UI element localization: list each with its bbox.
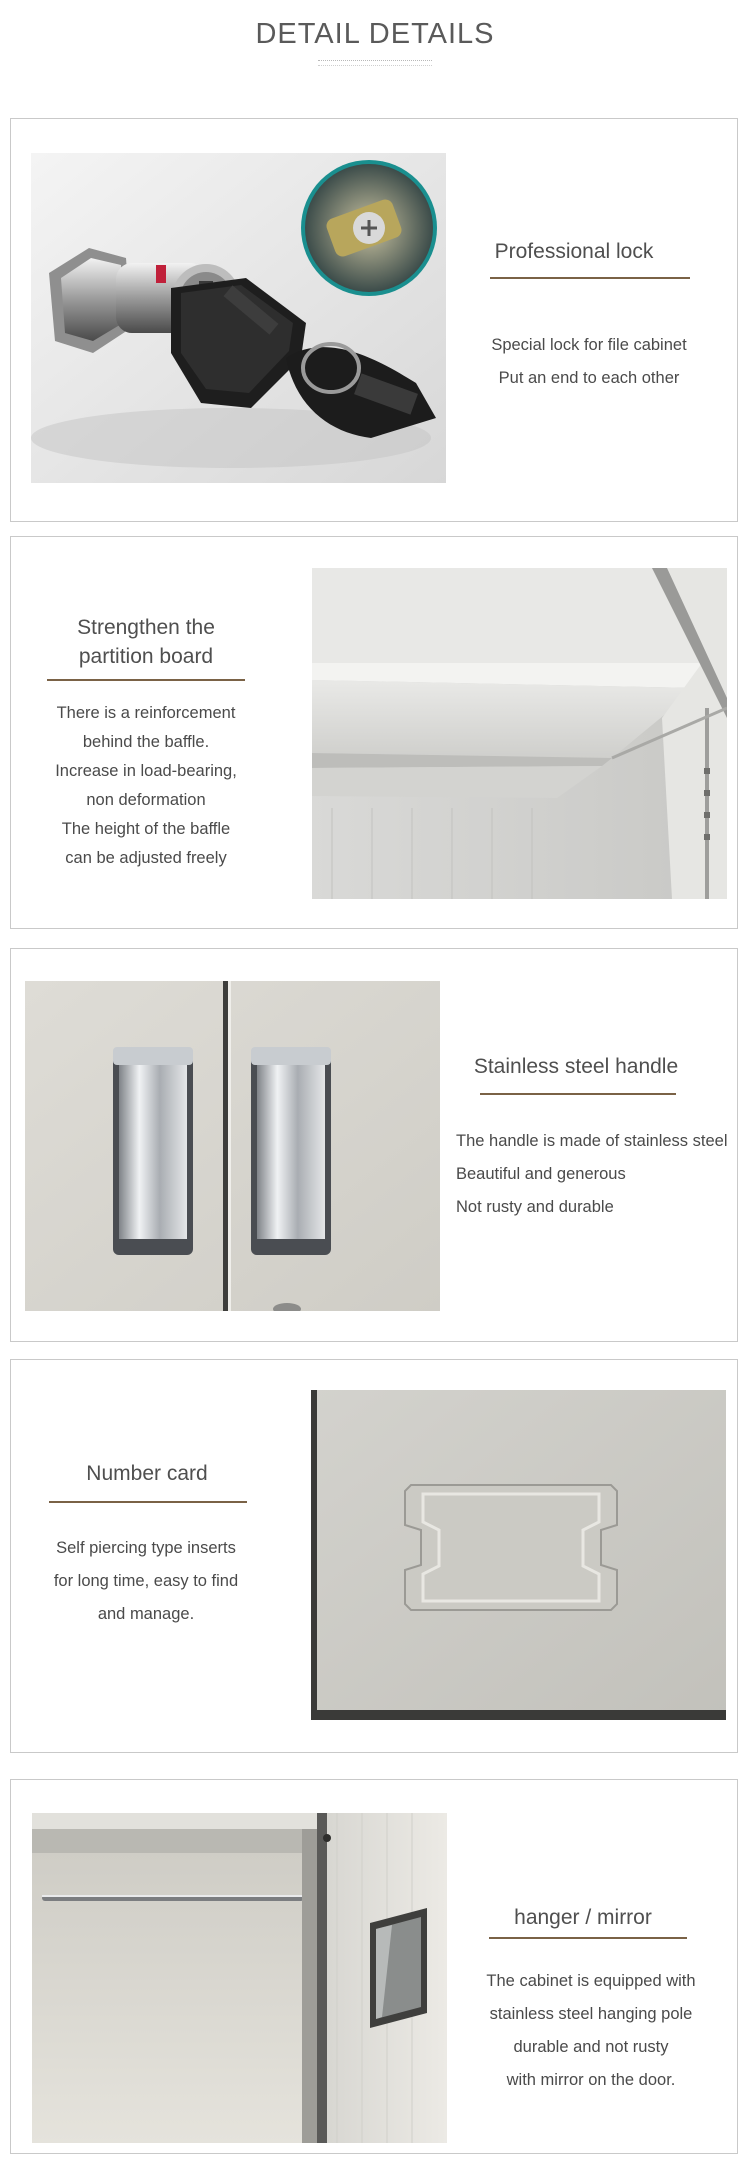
- description-line: non deformation: [86, 791, 206, 809]
- partition-photo: [312, 568, 727, 899]
- section-description: [26, 1532, 266, 1631]
- description-line: Special lock for file cabinet: [491, 336, 687, 354]
- heading-rule: [49, 1501, 247, 1503]
- description-line: Not rusty and durable: [456, 1198, 614, 1216]
- section-description: [466, 1965, 716, 2097]
- description-line: The height of the baffle: [61, 820, 231, 838]
- description-line: There is a reinforcement: [56, 704, 236, 722]
- heading-rule: [480, 1093, 676, 1095]
- description-line: Beautiful and generous: [456, 1165, 626, 1183]
- section-stainless-handle: [10, 948, 738, 1342]
- section-heading: Strengthen the partition board: [77, 616, 215, 668]
- section-heading: Stainless steel handle: [473, 1055, 679, 1078]
- description-line: can be adjusted freely: [65, 849, 227, 867]
- description-line: The cabinet is equipped with: [486, 1972, 696, 1990]
- description-line: behind the baffle.: [82, 733, 210, 751]
- number-card-photo: [311, 1390, 726, 1720]
- heading-rule: [489, 1937, 687, 1939]
- section-description: [474, 329, 704, 395]
- heading-rule: [47, 679, 245, 681]
- description-line: The handle is made of stainless steel: [456, 1132, 728, 1150]
- description-line: and manage.: [97, 1605, 195, 1623]
- description-line: Self piercing type inserts: [56, 1539, 236, 1557]
- page-title: DETAIL DETAILS: [255, 18, 495, 50]
- description-line: stainless steel hanging pole: [489, 2005, 693, 2023]
- title-decoration: [318, 60, 432, 66]
- description-line: Increase in load-bearing,: [55, 762, 237, 780]
- description-line: with mirror on the door.: [506, 2071, 676, 2089]
- heading-rule: [490, 277, 690, 279]
- section-hanger-mirror: [10, 1779, 738, 2154]
- section-heading: hanger / mirror: [514, 1906, 652, 1929]
- description-line: Put an end to each other: [498, 369, 680, 387]
- section-description: [16, 699, 276, 873]
- section-number-card: [10, 1359, 738, 1753]
- handle-photo: [25, 981, 440, 1311]
- lock-photo: [31, 153, 446, 483]
- section-professional-lock: [10, 118, 738, 522]
- section-description: [456, 1125, 738, 1224]
- section-heading: Professional lock: [494, 240, 654, 263]
- description-line: durable and not rusty: [513, 2038, 669, 2056]
- section-partition-board: [10, 536, 738, 929]
- hanger-photo: [32, 1813, 447, 2143]
- section-heading: Number card: [86, 1462, 208, 1485]
- description-line: for long time, easy to find: [53, 1572, 239, 1590]
